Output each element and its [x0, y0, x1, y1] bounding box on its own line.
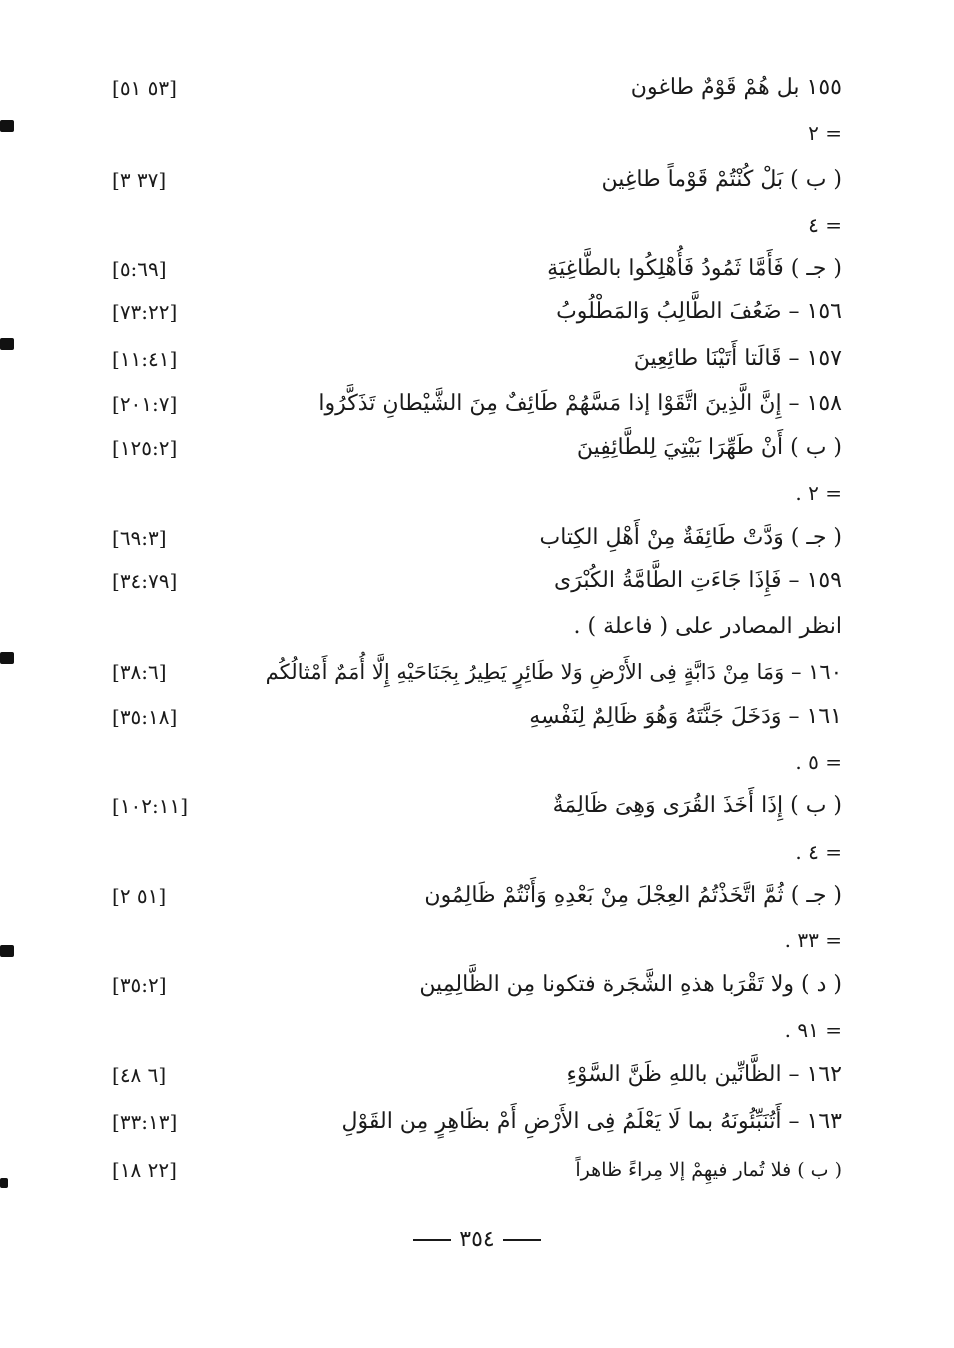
binding-mark	[0, 338, 14, 350]
count-line	[112, 473, 842, 517]
entry-text: ( ب ) أَنْ طَهِّرَا بَيْتِيَ لِلطَّائِفِينَ	[576, 435, 842, 460]
entry-text: ( جـ ) ثُمَّ اتَّخَذْتُمُ العِجْلَ مِنْ بَعْدِهِ وَأَنْتُمْ ظَالِمُون	[424, 883, 842, 908]
entry-line	[112, 518, 842, 562]
count-line	[112, 113, 842, 157]
verse-reference: [٣٧ ٣]	[112, 168, 167, 192]
entry-text: = ٥ .	[795, 750, 842, 774]
footer-rule	[503, 1239, 541, 1241]
verse-reference: [٣٨:٦]	[112, 660, 167, 684]
verse-reference: [٦ ٤٨]	[112, 1063, 167, 1087]
entry-line	[112, 339, 842, 383]
verse-reference: [٥:٦٩]	[112, 257, 167, 281]
verse-reference: [١١:٤١]	[112, 347, 178, 371]
note-line	[112, 607, 842, 651]
binding-mark	[0, 945, 14, 957]
count-line	[112, 205, 842, 249]
entry-line	[112, 697, 842, 741]
entry-line	[112, 249, 842, 293]
entry-text: ١٥٦ – ضَعُفَ الطَّالِبُ وَالمَطْلُوبُ	[556, 299, 842, 324]
entry-line	[112, 160, 842, 204]
verse-reference: [٣٥:٢]	[112, 973, 167, 997]
entry-line	[112, 965, 842, 1009]
count-line	[112, 742, 842, 786]
note-text: انظر المصادر على ( فاعلة ) .	[573, 614, 842, 639]
entry-text: ( ب ) فلا تُمار فيهِمْ إلا مِراءً ظاهراً	[575, 1159, 842, 1181]
verse-reference: [١٢٥:٢]	[112, 436, 178, 460]
binding-mark	[0, 652, 14, 664]
page-number: ٣٥٤	[459, 1227, 495, 1252]
entry-line	[112, 652, 842, 696]
entry-text: ١٥٨ – إِنَّ الَّذِينَ اتَّقَوْا إذا مَسَّهُمْ طَائِفٌ مِنَ الشَّيْطانِ تَذَكَّرُوا	[318, 391, 842, 416]
count-line	[112, 1010, 842, 1054]
entry-line	[112, 68, 842, 112]
entry-line	[112, 428, 842, 472]
entry-line	[112, 561, 842, 605]
entry-line	[112, 1102, 842, 1146]
entry-text: = ٢	[808, 121, 842, 145]
entry-text: ١٥٥ بل هُمْ قَوْمٌ طاغون	[630, 75, 842, 100]
entry-text: ١٥٩ – فَإِذَا جَاءَتِ الطَّامَّةُ الكُبْرَى	[553, 568, 842, 593]
entry-text: ( د ) ولا تَقْرَبا هذهِ الشَّجَرة فتكونا مِن الظَّالِمِين	[419, 972, 842, 997]
entry-text: = ٤ .	[795, 840, 842, 864]
page-footer	[0, 1222, 954, 1258]
entry-text: ( ب ) إِذَا أَخَذَ القُرَى وَهِىَ ظَالِمَةٌ	[552, 793, 842, 818]
entry-line	[112, 876, 842, 920]
verse-reference: [١٠٢:١١]	[112, 794, 189, 818]
entry-text: ١٥٧ – قَالَتا أَتَيْنَا طائِعِينَ	[633, 346, 842, 371]
entry-text: ( ب ) بَلْ كُنْتُمْ قَوْماً طاغِين	[601, 167, 842, 192]
binding-mark	[0, 1178, 8, 1188]
entry-line	[112, 384, 842, 428]
entry-text: ١٦١ – وَدَخَلَ جَنَّتَهُ وَهُوَ ظَالِمٌ لِنَفْسِهِ	[529, 704, 842, 729]
entry-text: ١٦٢ – الظَّانِّين باللهِ ظَنَّ السَّوْءِ	[566, 1062, 842, 1087]
verse-reference: [٧٣:٢٢]	[112, 300, 178, 324]
verse-reference: [٥١ ٢]	[112, 884, 167, 908]
entry-text: = ٤	[808, 213, 842, 237]
verse-reference: [٢٢ ١٨]	[112, 1158, 177, 1182]
verse-reference: [٢٠١:٧]	[112, 392, 178, 416]
verse-reference: [٣٤:٧٩]	[112, 569, 178, 593]
verse-reference: [٦٩:٣]	[112, 526, 167, 550]
entry-text: ١٦٠ – وَمَا مِنْ دَابَّةٍ فِى الأَرْضِ وَلا طَائِرٍ يَطِيرُ بِجَنَاحَيْهِ إِلَّا أُمَمٌ أَمْثالُكُم	[265, 660, 842, 684]
verse-reference: [٣٣:١٣]	[112, 1110, 178, 1134]
count-line	[112, 832, 842, 876]
entry-line	[112, 786, 842, 830]
verse-reference: [٣٥:١٨]	[112, 705, 178, 729]
entry-text: ١٦٣ – أَتُنَبِّئُونَهُ بما لَا يَعْلَمُ فِى الأَرْضِ أَمْ بظَاهِرٍ مِن القَوْلِ	[341, 1109, 842, 1134]
entry-text: = ٩١ .	[784, 1018, 842, 1042]
entry-line	[112, 1055, 842, 1099]
verse-reference: [٥٣ ٥١]	[112, 76, 177, 100]
entry-text: ( جـ ) وَدَّتْ طَائِفَةٌ مِنْ أَهْلِ الكِتاب	[539, 525, 842, 550]
entry-line	[112, 292, 842, 336]
entry-text: ( جـ ) فَأَمَّا ثَمُودُ فَأُهْلِكُوا بالطَّاغِيَةِ	[547, 256, 842, 281]
entry-line	[112, 1150, 842, 1194]
binding-mark	[0, 120, 14, 132]
entry-text: = ٢ .	[795, 481, 842, 505]
footer-rule	[413, 1239, 451, 1241]
count-line	[112, 920, 842, 964]
entry-text: = ٣٣ .	[784, 928, 842, 952]
